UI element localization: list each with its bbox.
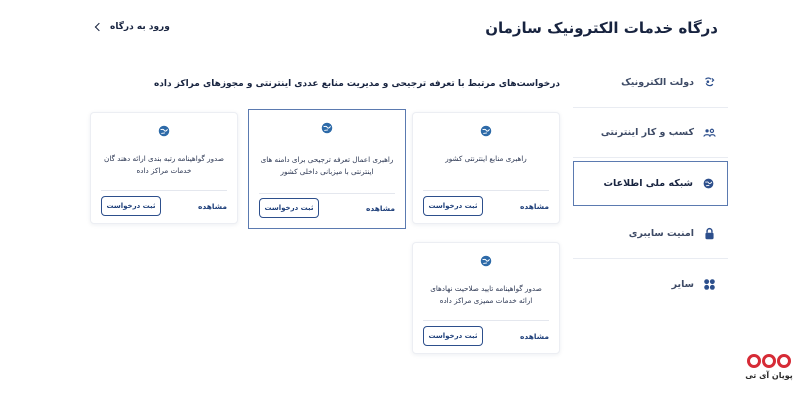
card-description: صدور گواهینامه رتبه بندی ارائه دهند گان خدمات مراکز داده (104, 154, 224, 175)
sidebar-item-business[interactable] (573, 108, 728, 158)
view-link[interactable]: مشاهده (519, 202, 549, 211)
network-icon (479, 123, 493, 137)
e-gov-icon (702, 76, 716, 90)
view-link[interactable]: مشاهده (197, 202, 227, 211)
service-card (412, 242, 560, 354)
service-card (412, 112, 560, 224)
network-icon (320, 120, 334, 134)
view-link[interactable]: مشاهده (365, 204, 395, 213)
network-icon (157, 123, 171, 137)
submit-request-button[interactable]: ثبت درخواست (101, 196, 161, 216)
sidebar-item-label: دولت الکترونیک (621, 77, 694, 88)
sidebar-item-label: سایر (671, 278, 694, 290)
view-link[interactable]: مشاهده (519, 332, 549, 341)
logo-text: پویان آی تی (745, 371, 793, 380)
card-divider (259, 193, 395, 194)
sidebar-item-cyber-security[interactable] (573, 209, 728, 259)
brand-logo (745, 354, 793, 380)
service-card (90, 112, 238, 224)
login-label: ورود به درگاه (110, 22, 170, 32)
chevron-left-icon (95, 23, 103, 31)
card-divider (101, 190, 227, 191)
business-icon (702, 126, 716, 140)
lock-icon (702, 227, 716, 241)
card-description: راهبری اعمال تعرفه ترجیحی برای دامنه های اینترنتی با میزبانی داخلی کشور (260, 155, 394, 176)
submit-request-button[interactable]: ثبت درخواست (423, 196, 483, 216)
card-divider (423, 320, 549, 321)
card-description: راهبری منابع اینترنتی کشور (445, 154, 527, 163)
sidebar-item-label: کسب و کار اینترنتی (600, 127, 694, 138)
submit-request-button[interactable]: ثبت درخواست (423, 326, 483, 346)
login-link[interactable] (96, 22, 170, 32)
network-icon (701, 177, 715, 191)
sidebar-item-label: شبکه ملی اطلاعات (603, 178, 693, 189)
sidebar-item-e-gov[interactable] (573, 58, 728, 108)
logo-rings-icon (745, 354, 793, 368)
section-title: درخواست‌های مرتبط با تعرفه ترجیحی و مدیریت منابع عددی اینترنتی و مجوزهای مراکز داده (153, 79, 560, 89)
card-divider (423, 190, 549, 191)
grid-icon (702, 277, 716, 291)
sidebar-item-other[interactable] (573, 259, 728, 309)
service-card (248, 109, 406, 229)
sidebar-item-national-network[interactable] (573, 161, 728, 206)
sidebar (573, 58, 728, 309)
card-description: صدور گواهینامه تایید صلاحیت نهادهای ارائه خدمات ممیزی مراکز داده (430, 284, 542, 305)
network-icon (479, 253, 493, 267)
submit-request-button[interactable]: ثبت درخواست (259, 198, 319, 218)
sidebar-item-label: امنیت سایبری (628, 228, 694, 239)
page-title: درگاه خدمات الکترونیک سازمان (485, 19, 718, 37)
